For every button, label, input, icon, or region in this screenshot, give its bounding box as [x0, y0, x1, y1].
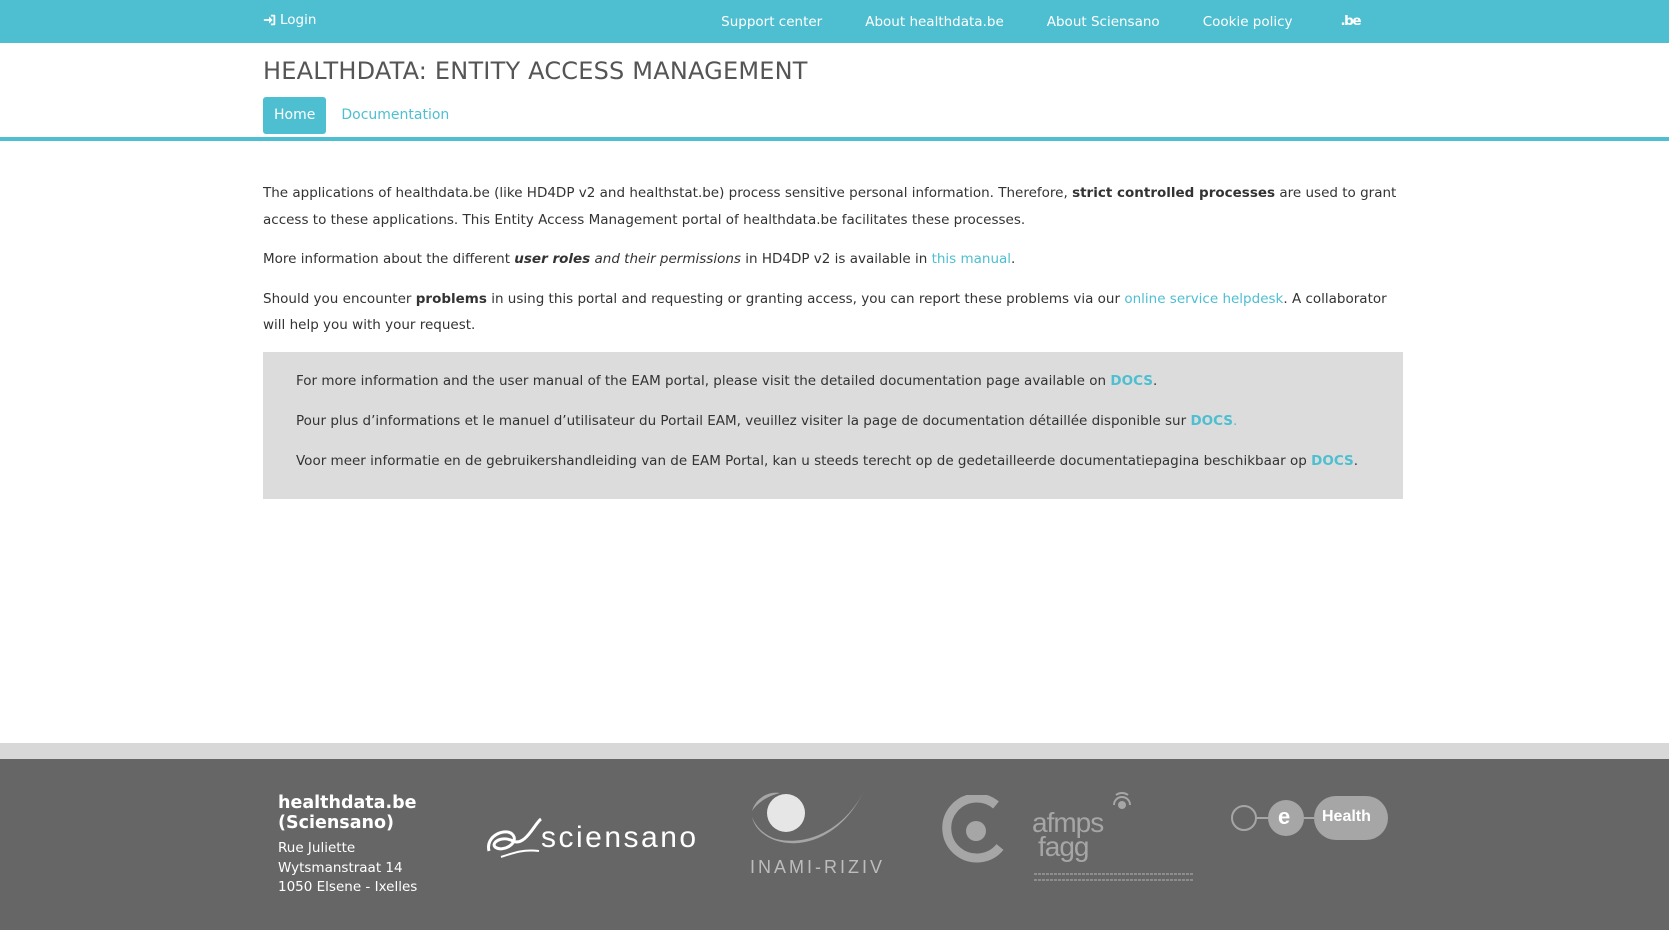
docs-nl-text: Voor meer informatie en de gebruikershandleiding van de EAM Portal, kan u steeds terecht op de gedetailleerde documentatiepagina beschikbaar op: [296, 452, 1312, 469]
problems-text-d: . A collaborator will help you with your request.: [263, 290, 1387, 333]
problems-text-bold: problems: [415, 290, 487, 307]
problems-paragraph: [263, 286, 1403, 339]
footer-street-nl: Wytsmanstraat 14: [278, 859, 403, 876]
top-nav: [721, 0, 1403, 43]
nav-about-sciensano[interactable]: About Sciensano: [1046, 13, 1160, 30]
fagg-wordmark: fagg: [1038, 831, 1089, 862]
be-logo[interactable]: .be: [1340, 12, 1360, 29]
docs-info-nl: [296, 449, 1370, 473]
docs-fr-text: Pour plus d’informations et le manuel d’utilisateur du Portail EAM, veuillez visiter la page de documentation détaillée disponible sur: [296, 412, 1191, 429]
roles-text-d: in HD4DP v2 is available in: [740, 251, 932, 267]
footer-org-parent: (Sciensano): [278, 813, 395, 833]
docs-link-nl[interactable]: DOCS: [1311, 452, 1354, 469]
intro-text-a: The applications of healthdata.be (like HD4DP v2 and healthstat.be) process sensitive personal information. Therefore,: [263, 185, 1073, 201]
sciensano-swirl-icon: [483, 813, 543, 863]
main-content: [263, 180, 1403, 499]
intro-text-bold: strict controlled processes: [1072, 185, 1276, 201]
afmps-wordmark: afmps: [1032, 807, 1104, 838]
footer-city: 1050 Elsene - Ixelles: [278, 879, 418, 895]
docs-info-en: [296, 369, 1370, 393]
footer-org-name: healthdata.be: [278, 793, 417, 813]
sciensano-wordmark: sciensano: [541, 821, 699, 854]
login-label: Login: [280, 12, 317, 28]
nav-support-center[interactable]: Support center: [721, 13, 823, 30]
roles-text-a: More information about the different: [263, 251, 515, 267]
manual-link[interactable]: this manual: [931, 251, 1012, 267]
problems-text-c: in using this portal and requesting or granting access, you can report these problems via our: [486, 290, 1125, 307]
afmps-fagg-logo[interactable]: [938, 789, 1198, 889]
footer-street-fr: Rue Juliette: [278, 840, 356, 856]
footer-address: [278, 793, 417, 898]
docs-nl-end: .: [1353, 452, 1359, 469]
roles-text-end: .: [1011, 251, 1016, 267]
afmps-signal-icon: [1110, 789, 1134, 819]
sign-in-icon: [263, 13, 277, 27]
footer: [0, 759, 1669, 930]
footer-org: [278, 793, 417, 833]
intro-text-c: are used to grant access to these applications. This Entity Access Management portal of healthdata.be facilitates these processes.: [263, 185, 1397, 228]
docs-info-fr: [296, 409, 1370, 433]
tab-home[interactable]: Home: [263, 97, 326, 134]
nav-about-healthdata[interactable]: About healthdata.be: [865, 13, 1004, 30]
inami-wordmark: INAMI-RIZIV: [750, 857, 885, 877]
docs-link-en[interactable]: DOCS: [1110, 372, 1153, 389]
tab-documentation[interactable]: Documentation: [341, 107, 450, 123]
ehealth-logo[interactable]: [1230, 795, 1390, 841]
docs-fr-end: .: [1233, 412, 1238, 429]
docs-info-box: [263, 352, 1403, 499]
ehealth-e-mark: e: [1278, 804, 1291, 829]
roles-paragraph: [263, 246, 1403, 273]
afmps-c-icon: [938, 795, 1008, 865]
footer-divider: [0, 743, 1669, 759]
ehealth-wordmark: Health: [1322, 808, 1371, 825]
page-title: HEALTHDATA: ENTITY ACCESS MANAGEMENT: [263, 57, 808, 85]
sciensano-logo[interactable]: [483, 807, 713, 867]
top-bar: [0, 0, 1669, 43]
intro-paragraph: [263, 180, 1403, 233]
main-tabs: [263, 97, 464, 134]
docs-en-text: For more information and the user manual of the EAM portal, please visit the detailed documentation page available on: [296, 372, 1111, 389]
roles-text-bold: user roles: [514, 251, 591, 267]
docs-en-end: .: [1152, 372, 1158, 389]
inami-eye-icon: [750, 791, 870, 855]
nav-cookie-policy[interactable]: Cookie policy: [1202, 13, 1293, 30]
login-link[interactable]: [263, 12, 316, 28]
helpdesk-link[interactable]: online service helpdesk: [1124, 290, 1284, 307]
roles-text-italic: and their permissions: [590, 251, 741, 267]
inami-riziv-logo[interactable]: [748, 791, 908, 891]
page-header: [0, 43, 1669, 141]
docs-link-fr[interactable]: DOCS: [1190, 412, 1234, 429]
afmps-fine-print: [1034, 871, 1194, 883]
problems-text-a: Should you encounter: [263, 290, 416, 307]
